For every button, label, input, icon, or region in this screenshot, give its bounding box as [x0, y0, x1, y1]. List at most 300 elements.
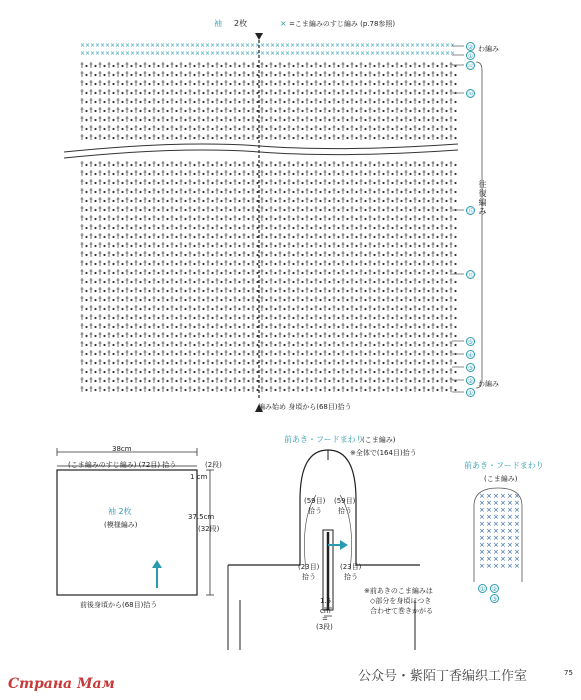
stitch-mark: [189, 296, 196, 302]
stitch-mark: [261, 206, 268, 212]
stitch-mark: [117, 350, 124, 356]
stitch-mark: [387, 251, 394, 257]
stitch-mark: [171, 377, 178, 383]
stitch-mark: [432, 224, 439, 230]
stitch-mark: [81, 332, 88, 338]
stitch-mark: [306, 368, 313, 374]
stitch-mark: [198, 332, 205, 338]
stitch-mark: [108, 161, 115, 167]
stitch-mark: [126, 377, 133, 383]
cross-stitch-1: ×: [290, 50, 296, 57]
stitch-mark: [207, 296, 214, 302]
sleeve-side-row-count: (2段): [205, 461, 222, 469]
stitch-mark: [306, 188, 313, 194]
small-cross: ×: [514, 534, 520, 542]
cross-stitch-0: ×: [105, 42, 111, 49]
stitch-mark: [144, 179, 151, 185]
stitch-mark: [117, 224, 124, 230]
stitch-mark: [441, 197, 448, 203]
stitch-mark: [432, 161, 439, 167]
cross-stitch-0: ×: [90, 42, 96, 49]
stitch-mark: [243, 368, 250, 374]
stitch-mark: [405, 314, 412, 320]
stitch-mark: [288, 377, 295, 383]
stitch-mark: [180, 314, 187, 320]
stitch-mark: [225, 278, 232, 284]
stitch-mark: [414, 188, 421, 194]
small-cross: ×: [486, 513, 492, 521]
stitch-mark: [90, 179, 97, 185]
stitch-mark: [369, 116, 376, 122]
stitch-mark: [171, 71, 178, 77]
cross-stitch-1: ×: [390, 50, 396, 57]
stitch-mark: [117, 170, 124, 176]
sleeve-height: 37.5cm: [188, 513, 215, 521]
stitch-mark: [153, 71, 160, 77]
cross-stitch-0: ×: [365, 42, 371, 49]
stitch-mark: [387, 278, 394, 284]
stitch-mark: [198, 170, 205, 176]
stitch-mark: [90, 269, 97, 275]
stitch-mark: [333, 296, 340, 302]
small-cross: ×: [500, 534, 506, 542]
stitch-mark: [450, 278, 457, 284]
stitch-mark: [99, 197, 106, 203]
stitch-mark: [180, 287, 187, 293]
stitch-mark: [234, 251, 241, 257]
cross-stitch-0: ×: [160, 42, 166, 49]
hood-title: 前あき・フードまわり: [284, 435, 364, 444]
stitch-mark: [90, 98, 97, 104]
stitch-mark: [432, 188, 439, 194]
stitch-mark: [297, 206, 304, 212]
stitch-mark: [252, 71, 259, 77]
stitch-mark: [342, 161, 349, 167]
stitch-mark: [225, 188, 232, 194]
stitch-mark: [432, 251, 439, 257]
stitch-mark: [234, 206, 241, 212]
cross-stitch-1: ×: [440, 50, 446, 57]
stitch-mark: [315, 251, 322, 257]
stitch-mark: [378, 125, 385, 131]
stitch-mark: [126, 233, 133, 239]
stitch-mark: [405, 206, 412, 212]
stitch-mark: [243, 98, 250, 104]
stitch-mark: [153, 179, 160, 185]
stitch-mark: [108, 269, 115, 275]
stitch-mark: [198, 359, 205, 365]
stitch-mark: [306, 80, 313, 86]
stitch-mark: [243, 242, 250, 248]
cross-stitch-1: ×: [80, 50, 86, 57]
stitch-mark: [396, 278, 403, 284]
stitch-mark: [207, 260, 214, 266]
stitch-mark: [225, 296, 232, 302]
stitch-mark: [180, 116, 187, 122]
stitch-mark: [270, 368, 277, 374]
stitch-mark: [432, 89, 439, 95]
stitch-mark: [396, 242, 403, 248]
stitch-mark: [288, 359, 295, 365]
stitch-mark: [405, 125, 412, 131]
stitch-mark: [225, 116, 232, 122]
stitch-mark: [342, 287, 349, 293]
label-wa-bottom: わ編み: [478, 380, 499, 388]
stitch-mark: [144, 386, 151, 392]
stitch-mark: [153, 107, 160, 113]
stitch-mark: [306, 287, 313, 293]
stitch-mark: [288, 314, 295, 320]
stitch-mark: [216, 215, 223, 221]
stitch-mark: [99, 233, 106, 239]
stitch-mark: [450, 134, 457, 140]
stitch-mark: [450, 260, 457, 266]
stitch-mark: [162, 62, 169, 68]
stitch-mark: [234, 305, 241, 311]
stitch-mark: [360, 161, 367, 167]
cross-stitch-0: ×: [440, 42, 446, 49]
small-marker-1: ①: [479, 586, 486, 593]
cross-stitch-0: ×: [155, 42, 161, 49]
stitch-mark: [234, 197, 241, 203]
stitch-mark: [351, 323, 358, 329]
stitch-mark: [108, 197, 115, 203]
cross-stitch-0: ×: [170, 42, 176, 49]
stitch-mark: [135, 206, 142, 212]
stitch-mark: [333, 233, 340, 239]
cross-stitch-1: ×: [295, 50, 301, 57]
stitch-mark: [351, 62, 358, 68]
stitch-mark: [153, 323, 160, 329]
stitch-mark: [297, 242, 304, 248]
small-cross: ×: [479, 506, 485, 514]
cross-stitch-1: ×: [280, 50, 286, 57]
stitch-mark: [414, 314, 421, 320]
stitch-mark: [423, 125, 430, 131]
cross-stitch-1: ×: [100, 50, 106, 57]
stitch-mark: [180, 341, 187, 347]
stitch-mark: [450, 296, 457, 302]
stitch-mark: [297, 323, 304, 329]
stitch-mark: [450, 188, 457, 194]
stitch-mark: [216, 98, 223, 104]
stitch-mark: [171, 125, 178, 131]
small-cross: ×: [493, 506, 499, 514]
stitch-mark: [216, 296, 223, 302]
stitch-mark: [441, 188, 448, 194]
stitch-mark: [252, 62, 259, 68]
stitch-mark: [90, 188, 97, 194]
stitch-mark: [144, 296, 151, 302]
stitch-mark: [216, 305, 223, 311]
stitch-mark: [81, 224, 88, 230]
stitch-mark: [369, 197, 376, 203]
hood-note-1: ※前あきのこま編みは: [364, 587, 433, 595]
social-label: 公众号・紫陌丁香编织工作室: [358, 669, 528, 684]
stitch-mark: [126, 215, 133, 221]
stitch-mark: [288, 89, 295, 95]
start-marker-top: [255, 33, 263, 40]
stitch-mark: [441, 206, 448, 212]
stitch-mark: [315, 197, 322, 203]
stitch-mark: [252, 233, 259, 239]
cross-stitch-1: ×: [145, 50, 151, 57]
stitch-mark: [153, 269, 160, 275]
stitch-mark: [342, 269, 349, 275]
small-cross: ×: [479, 555, 485, 563]
stitch-mark: [189, 323, 196, 329]
stitch-mark: [279, 278, 286, 284]
stitch-mark: [315, 98, 322, 104]
stitch-mark: [378, 71, 385, 77]
cross-stitch-0: ×: [220, 42, 226, 49]
stitch-mark: [180, 323, 187, 329]
stitch-mark: [432, 341, 439, 347]
stitch-mark: [126, 305, 133, 311]
stitch-mark: [180, 269, 187, 275]
stitch-mark: [225, 224, 232, 230]
stitch-mark: [387, 215, 394, 221]
stitch-mark: [135, 71, 142, 77]
stitch-mark: [135, 278, 142, 284]
stitch-mark: [81, 98, 88, 104]
stitch-mark: [297, 161, 304, 167]
stitch-mark: [378, 134, 385, 140]
stitch-mark: [414, 350, 421, 356]
cross-stitch-0: ×: [350, 42, 356, 49]
stitch-mark: [108, 260, 115, 266]
stitch-mark: [117, 62, 124, 68]
stitch-mark: [162, 305, 169, 311]
stitch-mark: [162, 269, 169, 275]
stitch-mark: [378, 179, 385, 185]
stitch-mark: [378, 359, 385, 365]
stitch-mark: [189, 305, 196, 311]
small-chart-subtitle: (こま編み): [484, 475, 518, 483]
cross-stitch-0: ×: [230, 42, 236, 49]
cross-stitch-0: ×: [295, 42, 301, 49]
stitch-mark: [144, 341, 151, 347]
stitch-mark: [360, 134, 367, 140]
stitch-mark: [135, 98, 142, 104]
stitch-mark: [99, 332, 106, 338]
stitch-mark: [324, 314, 331, 320]
stitch-mark: [162, 377, 169, 383]
stitch-mark: [162, 89, 169, 95]
stitch-mark: [306, 170, 313, 176]
cross-stitch-1: ×: [185, 50, 191, 57]
stitch-mark: [171, 287, 178, 293]
stitch-mark: [207, 71, 214, 77]
stitch-mark: [198, 278, 205, 284]
stitch-mark: [153, 332, 160, 338]
stitch-mark: [153, 386, 160, 392]
cross-stitch-0: ×: [85, 42, 91, 49]
stitch-mark: [225, 287, 232, 293]
small-cross: ×: [486, 541, 492, 549]
stitch-mark: [162, 161, 169, 167]
stitch-mark: [171, 386, 178, 392]
stitch-mark: [387, 89, 394, 95]
stitch-mark: [144, 278, 151, 284]
small-cross: ×: [479, 562, 485, 570]
stitch-mark: [342, 350, 349, 356]
stitch-mark: [396, 260, 403, 266]
stitch-mark: [234, 278, 241, 284]
stitch-mark: [360, 233, 367, 239]
stitch-mark: [108, 386, 115, 392]
stitch-mark: [351, 314, 358, 320]
cross-stitch-0: ×: [240, 42, 246, 49]
stitch-mark: [207, 287, 214, 293]
stitch-mark: [315, 269, 322, 275]
stitch-mark: [351, 242, 358, 248]
stitch-mark: [279, 314, 286, 320]
stitch-mark: [450, 386, 457, 392]
stitch-mark: [369, 323, 376, 329]
stitch-mark: [81, 188, 88, 194]
stitch-mark: [270, 341, 277, 347]
cross-stitch-1: ×: [310, 50, 316, 57]
stitch-mark: [81, 278, 88, 284]
row-marker-13: ⑬: [467, 272, 474, 279]
stitch-mark: [126, 350, 133, 356]
stitch-mark: [144, 197, 151, 203]
stitch-mark: [234, 359, 241, 365]
cross-stitch-0: ×: [80, 42, 86, 49]
stitch-mark: [153, 62, 160, 68]
stitch-mark: [351, 188, 358, 194]
stitch-mark: [396, 341, 403, 347]
stitch-mark: [126, 107, 133, 113]
stitch-mark: [153, 260, 160, 266]
stitch-mark: [441, 269, 448, 275]
stitch-mark: [99, 242, 106, 248]
cross-stitch-0: ×: [215, 42, 221, 49]
stitch-mark: [171, 323, 178, 329]
stitch-mark: [324, 260, 331, 266]
stitch-mark: [108, 287, 115, 293]
row-marker-3: ③: [467, 365, 474, 372]
cross-stitch-0: ×: [385, 42, 391, 49]
stitch-mark: [324, 242, 331, 248]
stitch-mark: [360, 341, 367, 347]
stitch-mark: [135, 80, 142, 86]
stitch-mark: [135, 179, 142, 185]
stitch-mark: [81, 368, 88, 374]
stitch-mark: [333, 323, 340, 329]
stitch-mark: [117, 323, 124, 329]
stitch-mark: [171, 296, 178, 302]
stitch-mark: [288, 161, 295, 167]
stitch-mark: [378, 224, 385, 230]
stitch-mark: [234, 314, 241, 320]
stitch-mark: [360, 107, 367, 113]
stitch-mark: [360, 350, 367, 356]
stitch-mark: [180, 377, 187, 383]
stitch-mark: [243, 386, 250, 392]
stitch-mark: [333, 260, 340, 266]
stitch-mark: [450, 242, 457, 248]
stitch-mark: [405, 323, 412, 329]
stitch-mark: [198, 89, 205, 95]
stitch-mark: [378, 287, 385, 293]
stitch-mark: [108, 98, 115, 104]
stitch-mark: [252, 125, 259, 131]
break-line: [64, 150, 458, 158]
stitch-mark: [342, 62, 349, 68]
stitch-mark: [315, 179, 322, 185]
stitch-mark: [117, 332, 124, 338]
stitch-mark: [279, 233, 286, 239]
stitch-mark: [108, 170, 115, 176]
cross-stitch-0: ×: [355, 42, 361, 49]
stitch-mark: [405, 89, 412, 95]
stitch-mark: [108, 242, 115, 248]
stitch-mark: [351, 350, 358, 356]
stitch-mark: [171, 206, 178, 212]
stitch-mark: [144, 170, 151, 176]
stitch-mark: [225, 323, 232, 329]
cross-stitch-1: ×: [435, 50, 441, 57]
stitch-mark: [450, 287, 457, 293]
stitch-mark: [81, 251, 88, 257]
stitch-mark: [99, 224, 106, 230]
stitch-mark: [387, 359, 394, 365]
stitch-mark: [423, 179, 430, 185]
stitch-mark: [135, 341, 142, 347]
stitch-mark: [153, 341, 160, 347]
stitch-mark: [261, 215, 268, 221]
stitch-mark: [405, 224, 412, 230]
stitch-mark: [279, 242, 286, 248]
stitch-mark: [324, 269, 331, 275]
stitch-mark: [423, 269, 430, 275]
stitch-mark: [423, 116, 430, 122]
cross-stitch-1: ×: [450, 50, 456, 57]
stitch-mark: [387, 296, 394, 302]
stitch-mark: [342, 242, 349, 248]
stitch-mark: [297, 116, 304, 122]
cross-stitch-0: ×: [335, 42, 341, 49]
stitch-mark: [99, 323, 106, 329]
stitch-mark: [153, 80, 160, 86]
stitch-mark: [288, 80, 295, 86]
legend-symbol: ×: [280, 19, 287, 28]
stitch-mark: [189, 332, 196, 338]
stitch-mark: [369, 350, 376, 356]
stitch-mark: [144, 242, 151, 248]
stitch-mark: [351, 332, 358, 338]
stitch-mark: [315, 305, 322, 311]
stitch-mark: [261, 260, 268, 266]
stitch-mark: [414, 125, 421, 131]
stitch-mark: [378, 206, 385, 212]
stitch-mark: [207, 359, 214, 365]
stitch-mark: [225, 206, 232, 212]
stitch-mark: [234, 215, 241, 221]
sleeve-title: 袖 2枚: [108, 507, 132, 516]
stitch-mark: [153, 305, 160, 311]
stitch-mark: [378, 197, 385, 203]
stitch-mark: [324, 89, 331, 95]
stitch-mark: [216, 260, 223, 266]
cross-stitch-1: ×: [330, 50, 336, 57]
stitch-mark: [117, 242, 124, 248]
stitch-mark: [369, 305, 376, 311]
cross-stitch-0: ×: [165, 42, 171, 49]
stitch-mark: [171, 350, 178, 356]
